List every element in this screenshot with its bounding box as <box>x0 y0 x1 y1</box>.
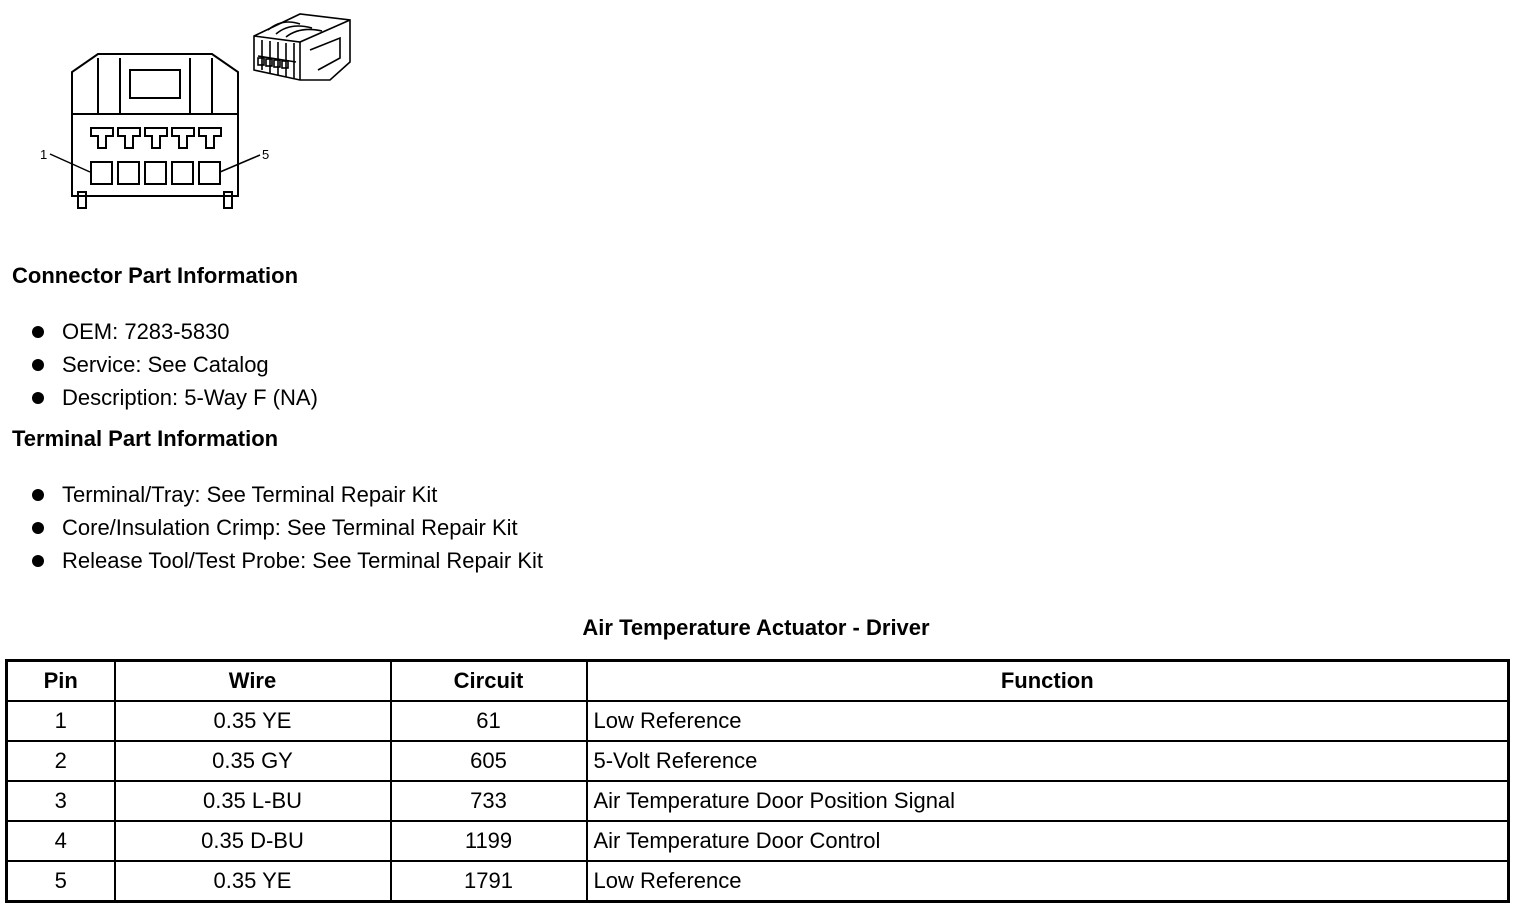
cell-pin: 3 <box>7 781 115 821</box>
cell-function: 5-Volt Reference <box>587 741 1509 781</box>
list-item: Core/Insulation Crimp: See Terminal Repair Kit <box>30 511 543 544</box>
connector-info-list <box>30 315 318 414</box>
cell-pin: 1 <box>7 701 115 741</box>
cell-wire: 0.35 L-BU <box>115 781 391 821</box>
cell-circuit: 605 <box>391 741 587 781</box>
cell-circuit: 1199 <box>391 821 587 861</box>
table-row <box>7 741 1509 781</box>
bullet-icon <box>32 326 44 338</box>
header-circuit: Circuit <box>391 661 587 702</box>
table-title: Air Temperature Actuator - Driver <box>582 615 930 640</box>
table-row <box>7 701 1509 741</box>
terminal-cavity <box>199 162 220 184</box>
cell-function: Air Temperature Door Position Signal <box>587 781 1509 821</box>
cell-pin: 5 <box>7 861 115 902</box>
bullet-icon <box>32 489 44 501</box>
bullet-icon <box>32 359 44 371</box>
list-item: OEM: 7283-5830 <box>30 315 318 348</box>
cell-wire: 0.35 YE <box>115 861 391 902</box>
bullet-icon <box>32 392 44 404</box>
list-item: Description: 5-Way F (NA) <box>30 381 318 414</box>
connector-iso-sketch <box>254 14 350 80</box>
terminal-shape <box>91 128 113 148</box>
list-item: Service: See Catalog <box>30 348 318 381</box>
table-row <box>7 821 1509 861</box>
connector-diagram <box>0 0 380 230</box>
header-pin: Pin <box>7 661 115 702</box>
cell-circuit: 1791 <box>391 861 587 902</box>
cell-function: Low Reference <box>587 701 1509 741</box>
cell-wire: 0.35 YE <box>115 701 391 741</box>
terminal-cavity <box>145 162 166 184</box>
header-wire: Wire <box>115 661 391 702</box>
table-header-row <box>7 661 1509 702</box>
cell-pin: 2 <box>7 741 115 781</box>
bullet-icon <box>32 555 44 567</box>
pin-label-last: 5 <box>262 147 270 162</box>
terminal-cavity <box>118 162 139 184</box>
cell-wire: 0.35 D-BU <box>115 821 391 861</box>
cell-circuit: 733 <box>391 781 587 821</box>
terminal-cavity <box>172 162 193 184</box>
terminal-shape <box>118 128 140 148</box>
bullet-icon <box>32 522 44 534</box>
connector-info-heading: Connector Part Information <box>12 263 299 288</box>
table-row <box>7 781 1509 821</box>
list-item: Terminal/Tray: See Terminal Repair Kit <box>30 478 543 511</box>
cell-wire: 0.35 GY <box>115 741 391 781</box>
terminal-info-list <box>30 478 543 577</box>
pin-label-first: 1 <box>40 147 48 162</box>
header-function: Function <box>587 661 1509 702</box>
table-row <box>7 861 1509 902</box>
pinout-table <box>5 659 1510 903</box>
terminal-info-heading: Terminal Part Information <box>12 426 279 451</box>
terminal-shape <box>172 128 194 148</box>
terminal-cavity <box>91 162 112 184</box>
cell-pin: 4 <box>7 821 115 861</box>
cell-circuit: 61 <box>391 701 587 741</box>
terminal-shape <box>199 128 221 148</box>
cell-function: Low Reference <box>587 861 1509 902</box>
list-item: Release Tool/Test Probe: See Terminal Repair Kit <box>30 544 543 577</box>
cell-function: Air Temperature Door Control <box>587 821 1509 861</box>
terminal-shape <box>145 128 167 148</box>
